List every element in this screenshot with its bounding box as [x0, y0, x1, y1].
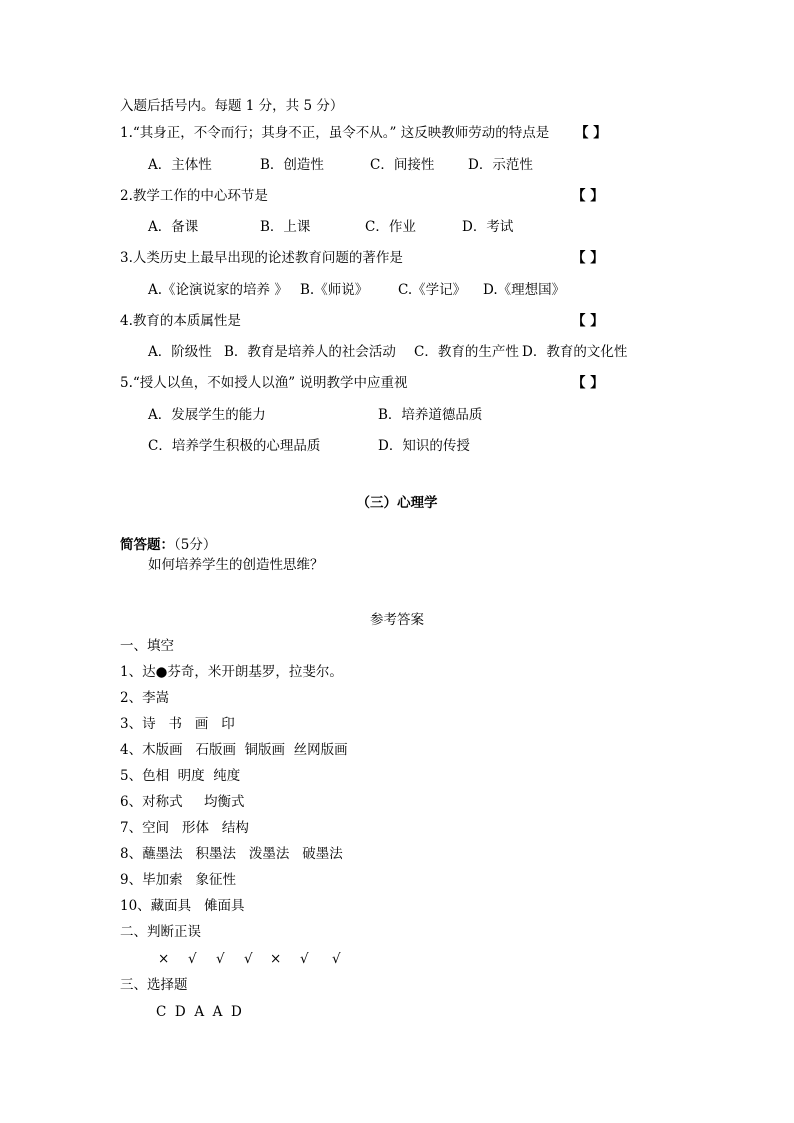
- option-b: B．教育是培养人的社会活动: [224, 344, 396, 360]
- judge-mark: √: [188, 951, 197, 967]
- answer-bracket: 【 】: [572, 313, 604, 329]
- answer-bracket: 【 】: [572, 250, 604, 266]
- fill-answer: 10、藏面具 傩面具: [120, 898, 245, 914]
- part3-title: 三、选择题: [120, 977, 188, 993]
- question-text: “授人以鱼，不如授人以渔” 说明教学中应重视: [132, 375, 408, 391]
- part1-title: 一、填空: [120, 638, 174, 654]
- section-title: （三）心理学: [356, 495, 438, 511]
- option-a: A．主体性: [148, 157, 212, 173]
- fill-answer: 8、蘸墨法 积墨法 泼墨法 破墨法: [120, 846, 343, 862]
- answer-bracket: 【 】: [575, 125, 607, 141]
- fill-answer: 2、李嵩: [120, 690, 170, 706]
- option-c: C．作业: [365, 219, 416, 235]
- fill-answer: 6、对称式 均衡式: [120, 794, 245, 810]
- question-number: 3.: [120, 250, 133, 266]
- question-number: 2.: [120, 188, 133, 204]
- option-d: D．示范性: [468, 157, 533, 173]
- question-text: “其身正，不令而行；其身不正，虽令不从。” 这反映教师劳动的特点是: [132, 125, 550, 141]
- short-answer-question: 如何培养学生的创造性思维？: [148, 557, 324, 573]
- question-text: 教育的本质属性是: [132, 313, 241, 329]
- judge-mark: √: [300, 951, 309, 967]
- option-c: C．间接性: [370, 157, 435, 173]
- option-b: B．创造性: [260, 157, 324, 173]
- choice-answers: C D A A D: [156, 1004, 242, 1020]
- fill-answer: 3、诗 书 画 印: [120, 716, 235, 732]
- answers-title: 参考答案: [370, 612, 424, 628]
- fill-answer: 7、空间 形体 结构: [120, 820, 249, 836]
- fill-answer: 4、木版画 石版画 铜版画 丝网版画: [120, 742, 348, 758]
- judge-mark: √: [332, 951, 341, 967]
- option-a: A．发展学生的能力: [148, 407, 266, 423]
- question-number: 4.: [120, 313, 133, 329]
- judge-mark: ×: [270, 951, 282, 967]
- option-b: B.《师说》: [300, 282, 369, 298]
- question-4: [120, 313, 241, 329]
- question-text: 人类历史上最早出现的论述教育问题的著作是: [132, 250, 403, 266]
- option-d: D．考试: [462, 219, 514, 235]
- fill-answer: 9、毕加索 象征性: [120, 872, 236, 888]
- short-answer-label: 简答题：: [120, 537, 174, 553]
- option-b: B．上课: [260, 219, 311, 235]
- question-number: 1.: [120, 125, 133, 141]
- fill-answer: 5、色相 明度 纯度: [120, 768, 241, 784]
- answer-bracket: 【 】: [572, 375, 604, 391]
- short-answer-points: （5分）: [174, 537, 217, 553]
- option-c: C．培养学生积极的心理品质: [148, 438, 321, 454]
- option-a: A.《论演说家的培养 》: [148, 282, 288, 298]
- question-number: 5.: [120, 375, 133, 391]
- option-c: C.《学记》: [398, 282, 467, 298]
- judge-mark: √: [244, 951, 253, 967]
- question-text: 教学工作的中心环节是: [132, 188, 268, 204]
- option-d: D．教育的文化性: [522, 344, 628, 360]
- option-a: A．阶级性: [148, 344, 212, 360]
- short-answer-heading: [120, 537, 216, 553]
- judge-mark: ×: [158, 951, 170, 967]
- part2-title: 二、判断正误: [120, 924, 201, 940]
- option-d: D.《理想国》: [483, 282, 566, 298]
- question-5: [120, 375, 408, 391]
- fill-answer: 1、达●芬奇，米开朗基罗，拉斐尔。: [120, 664, 343, 680]
- option-c: C．教育的生产性: [414, 344, 519, 360]
- judge-mark: √: [216, 951, 225, 967]
- option-b: B．培养道德品质: [378, 407, 483, 423]
- question-3: [120, 250, 403, 266]
- option-d: D．知识的传授: [378, 438, 470, 454]
- intro-text: 入题后括号内。每题 1 分，共 5 分）: [120, 98, 344, 114]
- question-1: [120, 125, 549, 141]
- answer-bracket: 【 】: [572, 188, 604, 204]
- question-2: [120, 188, 268, 204]
- option-a: A．备课: [148, 219, 199, 235]
